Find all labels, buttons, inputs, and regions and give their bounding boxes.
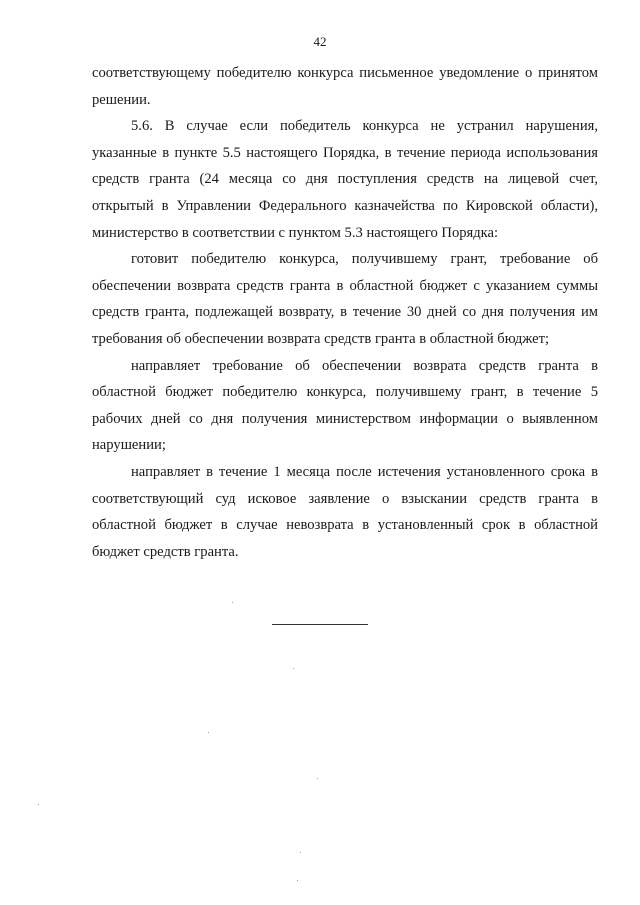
scan-speck — [208, 732, 209, 733]
scan-speck — [293, 668, 294, 669]
paragraph-send-demand: направляет требование об обеспечении возврата средств гранта в областной бюджет победителю конкурса, получившему грант, в течение 5 рабочих дней со дня получения министерством информации о выявленном нарушении; — [92, 357, 598, 454]
document-body — [92, 60, 598, 565]
paragraph-continuation: соответствующему победителю конкурса письменное уведомление о принятом решении. — [92, 65, 598, 108]
scan-speck — [317, 778, 318, 779]
paragraph-demand-notice: готовит победителю конкурса, получившему грант, требование об обеспечении возврата средств гранта в областной бюджет с указанием суммы средств гранта, подлежащей возврату, в течение 30 дней со дня получения им требования об обеспечении возврата средств гранта в областной бюджет; — [92, 251, 598, 347]
scan-speck — [38, 804, 39, 805]
scan-speck — [300, 852, 301, 853]
end-of-text-rule — [272, 624, 368, 625]
page-number: 42 — [313, 34, 327, 49]
scan-speck — [297, 880, 298, 881]
scan-speck — [232, 602, 233, 603]
paragraph-5-6: 5.6. В случае если победитель конкурса не устранил нарушения, указанные в пункте 5.5 настоящего Порядка, в течение периода использования средств гранта (24 месяца со дня поступления средств на лицевой счет, открытый в Управлении Федерального казначейства по Кировской области), министерство в соответствии с пунктом 5.3 настоящего Порядка: — [92, 118, 598, 241]
paragraph-lawsuit: направляет в течение 1 месяца после истечения установленного срока в соответствующий суд исковое заявление о взыскании средств гранта в областной бюджет в случае невозврата в установленный срок в областной бюджет средств гранта. — [92, 463, 598, 560]
